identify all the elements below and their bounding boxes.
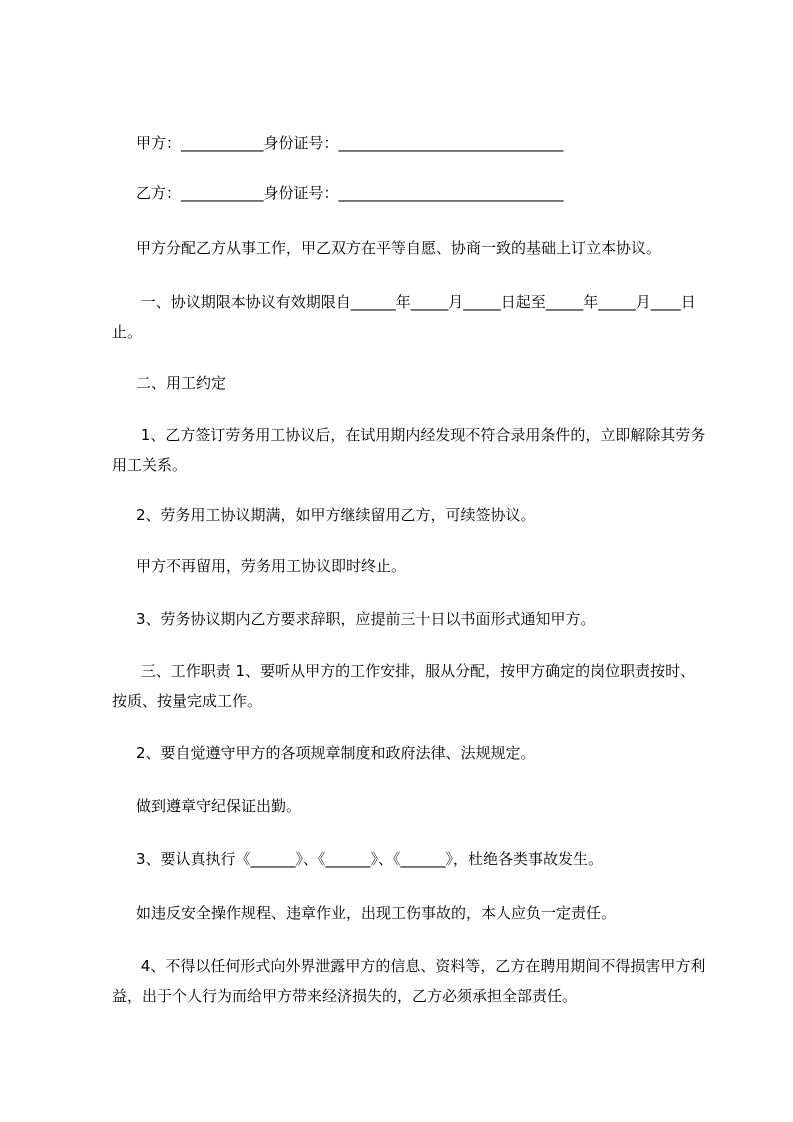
clause-renewal-paragraph: 2、劳务用工协议期满，如甲方继续留用乙方，可续签协议。	[136, 506, 536, 524]
duty-attendance-paragraph: 做到遵章守纪保证出勤。	[136, 797, 302, 815]
duty-liability-paragraph: 如违反安全操作规程、违章作业，出现工伤事故的，本人应负一定责任。	[136, 904, 617, 922]
party-a-line: 甲方：___________身份证号：______________________________	[136, 134, 564, 152]
preamble-paragraph: 甲方分配乙方从事工作，甲乙双方在平等自愿、协商一致的基础上订立本协议。	[136, 239, 662, 257]
clause-probation-paragraph: 1、乙方签订劳务用工协议后，在试用期内经发现不符合录用条件的，立即解除其劳务用工关系。	[112, 426, 706, 474]
duty-safety-paragraph: 3、要认真执行《______》、《______》、《______》，杜绝各类事故发生。	[136, 850, 604, 868]
party-b-line: 乙方：___________身份证号：______________________________	[136, 184, 564, 202]
duty-compliance-paragraph: 2、要自觉遵守甲方的各项规章制度和政府法律、法规规定。	[136, 744, 536, 762]
section-duties-paragraph: 三、工作职责 1、要听从甲方的工作安排，服从分配，按甲方确定的岗位职责按时、按质、按量完成工作。	[112, 662, 696, 710]
clause-termination-paragraph: 甲方不再留用，劳务用工协议即时终止。	[136, 557, 407, 575]
clause-resignation-paragraph: 3、劳务协议期内乙方要求辞职，应提前三十日以书面形式通知甲方。	[136, 610, 596, 628]
agreement-term-paragraph: 一、协议期限本协议有效期限自______年_____月_____日起至_____年_____月____日止。	[112, 293, 696, 341]
section-heading-employment: 二、用工约定	[136, 374, 227, 392]
duty-confidentiality-paragraph: 4、不得以任何形式向外界泄露甲方的信息、资料等，乙方在聘用期间不得损害甲方利益，出于个人行为而给甲方带来经济损失的，乙方必须承担全部责任。	[112, 957, 706, 1005]
